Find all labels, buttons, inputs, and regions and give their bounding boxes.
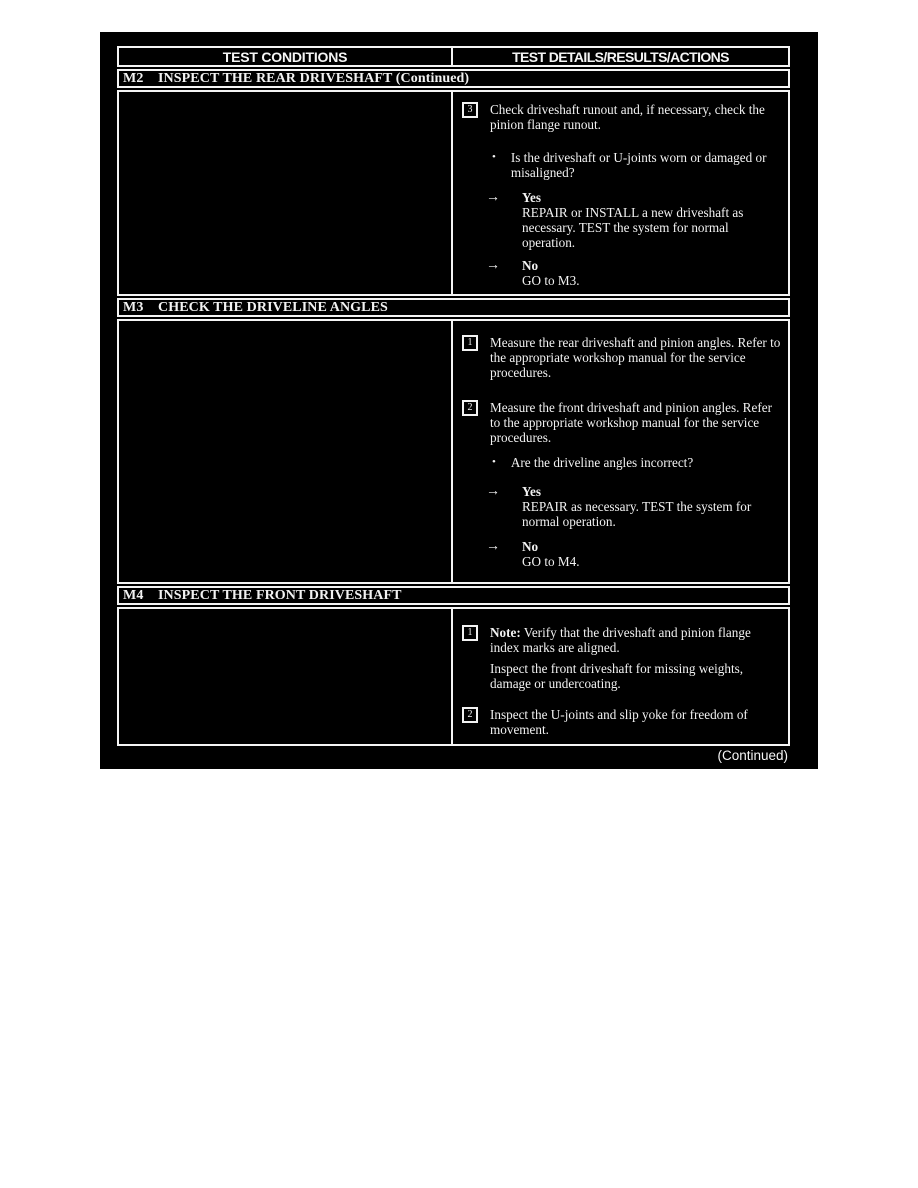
column-header-test-conditions: TEST CONDITIONS xyxy=(119,48,453,65)
branch-body xyxy=(522,484,782,529)
m3-test-conditions-cell xyxy=(119,321,453,582)
m2-step-3 xyxy=(462,102,782,132)
bullet-icon: • xyxy=(492,456,496,468)
m3-question xyxy=(462,455,782,470)
step-number-box: 2 xyxy=(462,707,478,723)
section-m2-id: M2 xyxy=(123,70,144,86)
continued-note: (Continued) xyxy=(717,748,788,763)
arrow-right-icon: → xyxy=(486,258,500,273)
step-number-box: 1 xyxy=(462,335,478,351)
m3-step-1 xyxy=(462,335,782,380)
m4-test-conditions-cell xyxy=(119,609,453,744)
branch-label: No xyxy=(522,539,539,554)
section-m4-title: INSPECT THE FRONT DRIVESHAFT xyxy=(158,587,402,603)
section-m3-title-row xyxy=(117,298,790,317)
section-m3-body-row xyxy=(117,319,790,584)
m4-step-2 xyxy=(462,707,782,737)
m2-question xyxy=(462,150,782,180)
arrow-right-icon: → xyxy=(486,190,500,205)
branch-body xyxy=(522,258,782,288)
section-m2-title: INSPECT THE REAR DRIVESHAFT (Continued) xyxy=(158,70,470,86)
note-label: Note: xyxy=(490,625,521,640)
branch-label: No xyxy=(522,258,539,273)
branch-body xyxy=(522,190,782,250)
section-m4-id: M4 xyxy=(123,587,144,603)
bullet-icon: • xyxy=(492,151,496,163)
step-text: Measure the front driveshaft and pinion angles. Refer to the appropriate workshop manual for the service procedures. xyxy=(490,400,772,445)
step-text: Inspect the U-joints and slip yoke for freedom of movement. xyxy=(490,707,748,737)
scanned-manual-page xyxy=(100,32,818,769)
branch-action: GO to M4. xyxy=(522,554,580,569)
step-number-box: 3 xyxy=(462,102,478,118)
section-m3-title: CHECK THE DRIVELINE ANGLES xyxy=(158,299,388,315)
m4-test-details-cell xyxy=(453,609,788,744)
branch-action: REPAIR as necessary. TEST the system for normal operation. xyxy=(522,499,752,529)
m4-step-1 xyxy=(462,625,782,691)
m3-test-details-cell xyxy=(453,321,788,582)
m2-no-branch xyxy=(462,258,782,288)
branch-action: REPAIR or INSTALL a new driveshaft as necessary. TEST the system for normal operation. xyxy=(522,205,744,250)
branch-action: GO to M3. xyxy=(522,273,580,288)
step-number-box: 1 xyxy=(462,625,478,641)
m3-no-branch xyxy=(462,539,782,569)
arrow-right-icon: → xyxy=(486,484,500,499)
section-m2-title-row xyxy=(117,69,790,88)
arrow-right-icon: → xyxy=(486,539,500,554)
branch-label: Yes xyxy=(522,484,542,499)
column-header-test-details: TEST DETAILS/RESULTS/ACTIONS xyxy=(512,48,729,65)
table-header-row xyxy=(117,46,790,67)
step-body xyxy=(490,625,782,691)
step-sub-text: Inspect the front driveshaft for missing weights, damage or undercoating. xyxy=(490,661,744,691)
note-text: Verify that the driveshaft and pinion flange index marks are aligned. xyxy=(490,625,751,655)
section-m2-body-row xyxy=(117,90,790,296)
step-number-box: 2 xyxy=(462,400,478,416)
section-m3-id: M3 xyxy=(123,299,144,315)
branch-label: Yes xyxy=(522,190,542,205)
m3-yes-branch xyxy=(462,484,782,529)
m2-test-conditions-cell xyxy=(119,92,453,294)
step-text: Check driveshaft runout and, if necessary, check the pinion flange runout. xyxy=(490,102,765,132)
m3-step-2 xyxy=(462,400,782,445)
step-text: Measure the rear driveshaft and pinion angles. Refer to the appropriate workshop manual for the service procedures. xyxy=(490,335,781,380)
section-m4-title-row xyxy=(117,586,790,605)
question-text: Is the driveshaft or U-joints worn or damaged or misaligned? xyxy=(510,150,767,180)
section-m4-body-row xyxy=(117,607,790,746)
m2-yes-branch xyxy=(462,190,782,250)
question-text: Are the driveline angles incorrect? xyxy=(510,455,694,470)
branch-body xyxy=(522,539,782,569)
pinpoint-test-table xyxy=(117,46,790,748)
m2-test-details-cell xyxy=(453,92,788,294)
note-paragraph xyxy=(490,625,782,655)
